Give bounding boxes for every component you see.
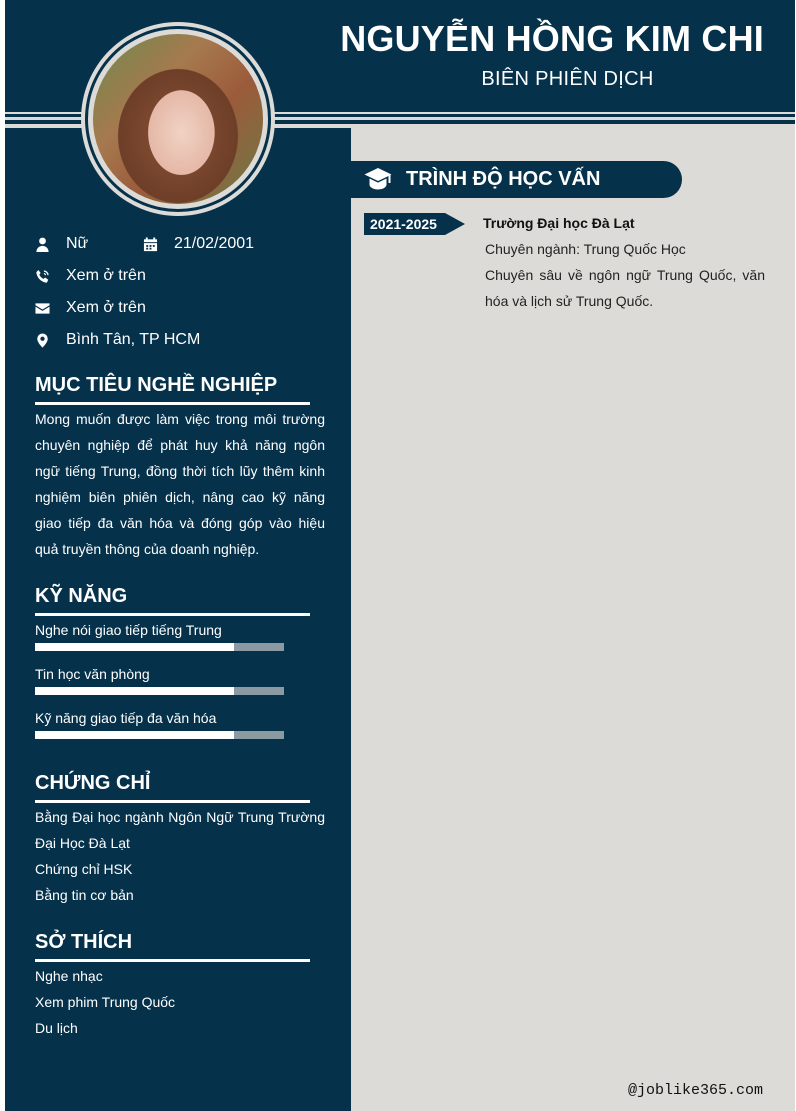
list-item: Chứng chỉ HSK bbox=[35, 861, 133, 877]
skills-divider bbox=[35, 613, 310, 616]
hobbies-divider bbox=[35, 959, 310, 962]
objective-text: Mong muốn được làm việc trong môi trường chuyên nghiệp để phát huy khả năng ngôn ngữ tiếng Trung, đồng thời tích lũy thêm kinh nghiệm biên phiên dịch, nâng cao kỹ năng giao tiếp đa văn hóa và đóng góp vào hiệu quả truyền thông của doanh nghiệp. bbox=[35, 411, 325, 557]
phone-icon bbox=[35, 269, 50, 284]
education-description bbox=[485, 236, 765, 314]
arrow-shape bbox=[445, 213, 465, 235]
job-title: BIÊN PHIÊN DỊCH bbox=[481, 68, 654, 90]
objective-divider bbox=[35, 402, 310, 405]
birthday-row bbox=[143, 232, 254, 256]
skill-level-fill bbox=[35, 643, 234, 651]
candidate-name: NGUYỄN HỒNG KIM CHI bbox=[340, 18, 764, 59]
certificates-divider bbox=[35, 800, 310, 803]
skill-name: Tin học văn phòng bbox=[35, 666, 150, 682]
hobbies-title: SỞ THÍCH bbox=[35, 931, 133, 953]
location-icon bbox=[35, 333, 50, 348]
email-row bbox=[35, 296, 146, 320]
list-item: Du lịch bbox=[35, 1020, 78, 1036]
education-title: TRÌNH ĐỘ HỌC VẤN bbox=[406, 168, 601, 190]
address-row bbox=[35, 328, 200, 352]
skills-title: KỸ NĂNG bbox=[35, 585, 128, 607]
skill-name: Nghe nói giao tiếp tiếng Trung bbox=[35, 622, 222, 638]
birthday-value: 21/02/2001 bbox=[174, 235, 255, 252]
skill-level-fill bbox=[35, 731, 234, 739]
profile-photo bbox=[93, 34, 263, 204]
list-item: Bằng tin cơ bản bbox=[35, 887, 134, 903]
address-value: Bình Tân, TP HCM bbox=[66, 331, 201, 348]
education-header bbox=[351, 161, 682, 198]
gender-value: Nữ bbox=[66, 235, 89, 252]
phone-row bbox=[35, 264, 146, 288]
list-item: Nghe nhạc bbox=[35, 968, 103, 984]
list-item: Bằng Đại học ngành Ngôn Ngữ Trung Trường Đại Học Đà Lạt bbox=[35, 809, 325, 851]
education-major: Chuyên ngành: Trung Quốc Học bbox=[485, 241, 686, 257]
calendar-icon bbox=[143, 237, 158, 252]
user-icon bbox=[35, 237, 50, 252]
skill-bar bbox=[35, 643, 284, 651]
skill-bar bbox=[35, 731, 284, 739]
phone-value: Xem ở trên bbox=[66, 267, 146, 284]
school-name: Trường Đại học Đà Lạt bbox=[483, 215, 635, 231]
email-value: Xem ở trên bbox=[66, 299, 146, 316]
hobbies-list bbox=[35, 963, 325, 1041]
education-years-tag bbox=[364, 213, 465, 235]
certificates-list bbox=[35, 804, 325, 908]
skill-name: Kỹ năng giao tiếp đa văn hóa bbox=[35, 710, 217, 726]
cv-page bbox=[5, 0, 795, 1111]
certificates-title: CHỨNG CHỈ bbox=[35, 772, 151, 794]
education-detail: Chuyên sâu về ngôn ngữ Trung Quốc, văn hóa và lịch sử Trung Quốc. bbox=[485, 267, 765, 309]
skill-bar bbox=[35, 687, 284, 695]
education-years: 2021-2025 bbox=[364, 213, 445, 235]
objective-title: MỤC TIÊU NGHỀ NGHIỆP bbox=[35, 374, 278, 396]
footer-watermark: @joblike365.com bbox=[627, 1082, 763, 1099]
email-icon bbox=[35, 301, 50, 316]
avatar bbox=[81, 22, 275, 216]
gender-row bbox=[35, 232, 88, 256]
skill-level-fill bbox=[35, 687, 234, 695]
list-item: Xem phim Trung Quốc bbox=[35, 994, 176, 1010]
graduation-cap-icon bbox=[364, 167, 392, 193]
